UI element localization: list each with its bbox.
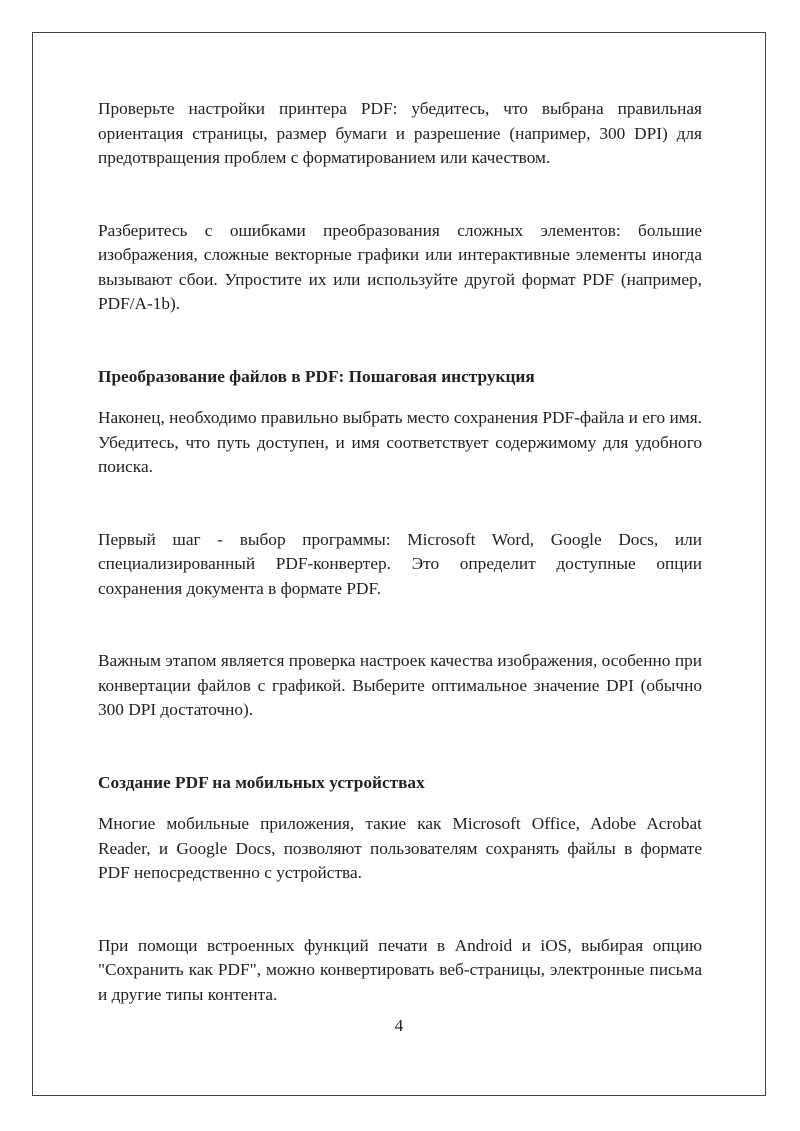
paragraph-printer-settings: Проверьте настройки принтера PDF: убедитесь, что выбрана правильная ориентация страницы, размер бумаги и разрешение (например, 300 DPI) для предотвращения проблем с форматированием или качеством. xyxy=(98,99,702,167)
section-heading-mobile: Создание PDF на мобильных устройствах xyxy=(98,772,425,792)
page-content xyxy=(98,97,702,1007)
paragraph-save-location: Наконец, необходимо правильно выбрать место сохранения PDF-файла и его имя. Убедитесь, что путь доступен, и имя соответствует содержимому для удобного поиска. xyxy=(98,408,702,476)
paragraph-image-quality: Важным этапом является проверка настроек качества изображения, особенно при конвертации файлов с графикой. Выберите оптимальное значение DPI (обычно 300 DPI достаточно). xyxy=(98,651,702,719)
paragraph-print-functions: При помощи встроенных функций печати в Android и iOS, выбирая опцию "Сохранить как PDF", можно конвертировать веб-страницы, электронные письма и другие типы контента. xyxy=(98,935,702,1004)
section-heading-conversion: Преобразование файлов в PDF: Пошаговая инструкция xyxy=(98,366,535,386)
paragraph-mobile-apps: Многие мобильные приложения, такие как Microsoft Office, Adobe Acrobat Reader, и Google Docs, позволяют пользователям сохранять файлы в формате PDF непосредственно с устройства. xyxy=(98,814,702,882)
page-number: 4 xyxy=(394,1016,404,1035)
paragraph-first-step: Первый шаг - выбор программы: Microsoft Word, Google Docs, или специализированный PDF-конвертер. Это определит доступные опции сохранения документа в формате PDF. xyxy=(98,529,702,598)
paragraph-complex-elements: Разберитесь с ошибками преобразования сложных элементов: большие изображения, сложные векторные графики или интерактивные элементы иногда вызывают сбои. Упростите их или используйте другой формат PDF (например, PDF/A-1b). xyxy=(98,220,702,313)
document-page xyxy=(32,32,766,1096)
